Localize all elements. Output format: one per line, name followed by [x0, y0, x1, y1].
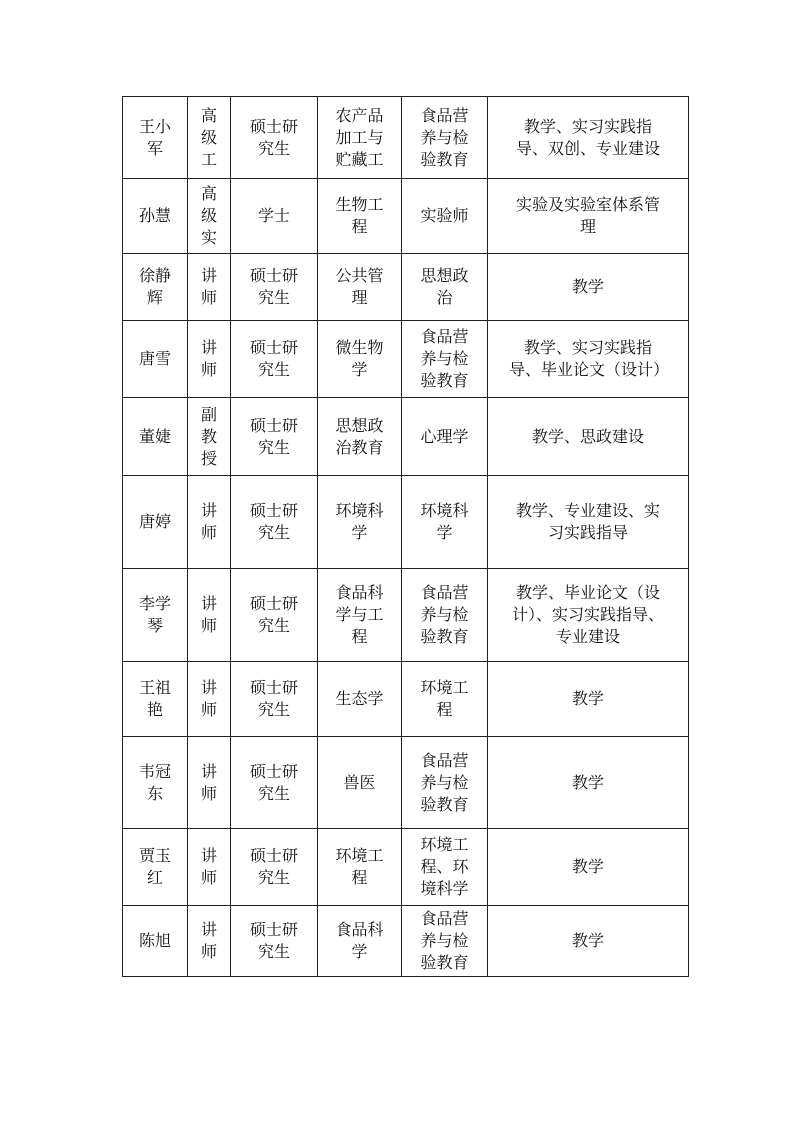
table-cell: 硕士研究生	[231, 662, 318, 737]
table-cell: 环境工程、环境科学	[402, 829, 488, 906]
faculty-table	[122, 96, 689, 977]
table-cell: 生态学	[318, 662, 402, 737]
table-cell: 孙慧	[123, 179, 188, 254]
table-row	[123, 254, 689, 321]
table-cell: 硕士研究生	[231, 737, 318, 829]
table-row	[123, 906, 689, 977]
table-cell: 讲师	[188, 906, 231, 977]
table-cell: 兽医	[318, 737, 402, 829]
table-cell: 思想政治教育	[318, 398, 402, 476]
table-cell: 环境科学	[318, 476, 402, 569]
table-cell: 副教授	[188, 398, 231, 476]
table-cell: 王祖艳	[123, 662, 188, 737]
table-cell: 唐婷	[123, 476, 188, 569]
table-row	[123, 476, 689, 569]
table-row	[123, 179, 689, 254]
table-row	[123, 398, 689, 476]
table-cell: 讲师	[188, 829, 231, 906]
table-cell: 公共管理	[318, 254, 402, 321]
table-row	[123, 569, 689, 662]
table-cell: 食品营养与检验教育	[402, 906, 488, 977]
table-cell: 讲师	[188, 254, 231, 321]
table-cell: 食品营养与检验教育	[402, 737, 488, 829]
table-cell: 教学	[488, 662, 689, 737]
table-cell: 环境工程	[402, 662, 488, 737]
table-cell: 环境工程	[318, 829, 402, 906]
table-cell: 硕士研究生	[231, 476, 318, 569]
table-cell: 贾玉红	[123, 829, 188, 906]
table-cell: 讲师	[188, 321, 231, 398]
table-cell: 教学	[488, 906, 689, 977]
table-cell: 讲师	[188, 662, 231, 737]
table-cell: 李学琴	[123, 569, 188, 662]
table-cell: 食品科学	[318, 906, 402, 977]
table-cell: 讲师	[188, 569, 231, 662]
table-cell: 环境科学	[402, 476, 488, 569]
table-cell: 高级工	[188, 97, 231, 179]
table-cell: 王小军	[123, 97, 188, 179]
table-cell: 教学、实习实践指导、毕业论文（设计）	[488, 321, 689, 398]
table-cell: 食品科学与工程	[318, 569, 402, 662]
table-cell: 学士	[231, 179, 318, 254]
table-cell: 硕士研究生	[231, 398, 318, 476]
table-cell: 农产品加工与贮藏工	[318, 97, 402, 179]
table-cell: 陈旭	[123, 906, 188, 977]
table-cell: 硕士研究生	[231, 829, 318, 906]
table-cell: 硕士研究生	[231, 254, 318, 321]
table-cell: 硕士研究生	[231, 321, 318, 398]
table-cell: 硕士研究生	[231, 97, 318, 179]
table-cell: 食品营养与检验教育	[402, 321, 488, 398]
table-cell: 唐雪	[123, 321, 188, 398]
table-cell: 讲师	[188, 737, 231, 829]
table-cell: 实验及实验室体系管理	[488, 179, 689, 254]
table-cell: 讲师	[188, 476, 231, 569]
table-cell: 教学、毕业论文（设计）、实习实践指导、专业建设	[488, 569, 689, 662]
table-cell: 教学、专业建设、实习实践指导	[488, 476, 689, 569]
table-cell: 教学	[488, 829, 689, 906]
table-cell: 微生物学	[318, 321, 402, 398]
table-row	[123, 662, 689, 737]
table-cell: 心理学	[402, 398, 488, 476]
table-cell: 徐静辉	[123, 254, 188, 321]
table-cell: 教学	[488, 254, 689, 321]
table-cell: 硕士研究生	[231, 569, 318, 662]
table-row	[123, 737, 689, 829]
table-cell: 生物工程	[318, 179, 402, 254]
table-cell: 食品营养与检验教育	[402, 97, 488, 179]
table-row	[123, 321, 689, 398]
table-cell: 教学、实习实践指导、双创、专业建设	[488, 97, 689, 179]
table-row	[123, 829, 689, 906]
table-cell: 高级实	[188, 179, 231, 254]
table-cell: 实验师	[402, 179, 488, 254]
table-cell: 硕士研究生	[231, 906, 318, 977]
table-cell: 教学	[488, 737, 689, 829]
table-cell: 教学、思政建设	[488, 398, 689, 476]
table-cell: 食品营养与检验教育	[402, 569, 488, 662]
table-cell: 董婕	[123, 398, 188, 476]
table-cell: 韦冠东	[123, 737, 188, 829]
table-row	[123, 97, 689, 179]
table-cell: 思想政治	[402, 254, 488, 321]
